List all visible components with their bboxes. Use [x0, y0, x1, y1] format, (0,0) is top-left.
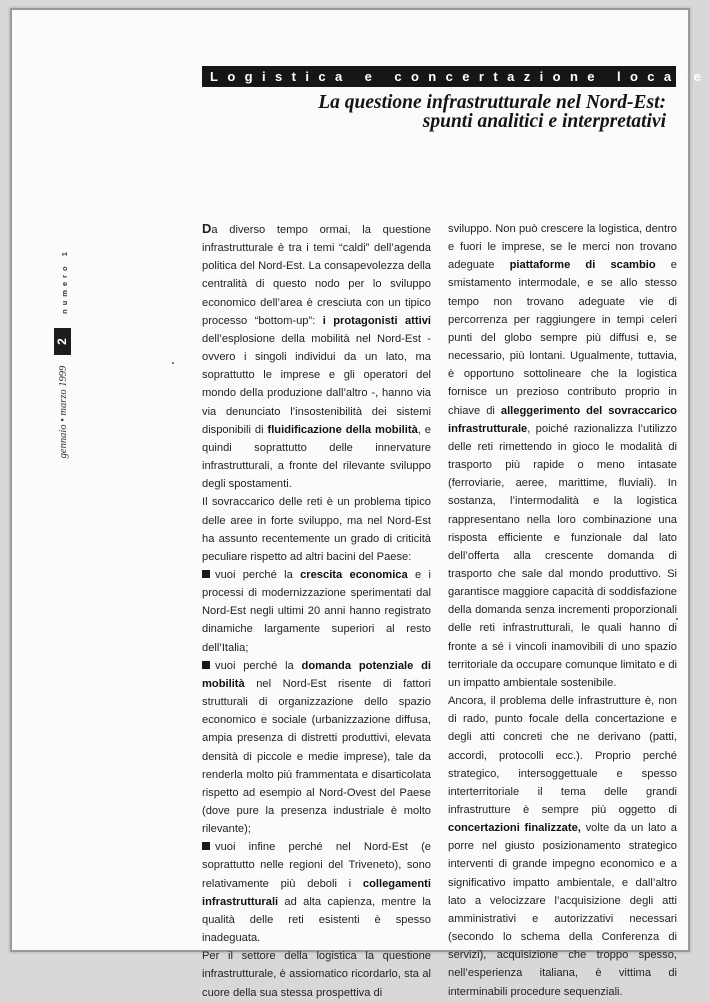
issue-label-text: numero 1 — [60, 248, 69, 314]
paragraph — [448, 220, 677, 692]
page-number-box — [54, 328, 71, 355]
article-column-left — [202, 220, 431, 1002]
body-text: , poiché razionalizza l’utilizzo delle reti rimettendo in gioco le modalità di trasporto più rapide o meno intasate (ferroviarie, aeree, marittime, fluviali). In sostanza, l’intermodalità e la logistica rappresentano nella loro combinazione una risposta efficiente e funzionale dal lato dell’offerta alla crescente domanda di trasporto che sale dal mondo produttivo. Si garantisce maggiore capacità di soddisfazione della domanda senza incrementi proporzionali delle reti infrastrutturali, le quali hanno di fronte a sé i vincoli inamovibili di uno spazio territoriale da occupare comunque limitato e di un impatto ambientale sostenibile. — [448, 422, 677, 689]
article-title-line-1: La questione infrastrutturale nel Nord-Est: — [318, 92, 666, 113]
body-text: a diverso tempo ormai, la questione infrastrutturale è tra i temi “caldi” dell’agenda politica del Nord-Est. La consapevolezza della centralità di questo nodo per lo sviluppo economico dell’area è cresciuta con un tipico processo “bottom-up”: — [202, 224, 431, 327]
emphasis-text: crescita economica — [300, 568, 408, 581]
emphasis-text: fluidificazione della mobilità — [267, 423, 418, 436]
bullet-square-icon — [202, 661, 210, 669]
bullet-square-icon — [202, 570, 210, 578]
emphasis-text: alleggerimento del sovraccarico infrastrutturale — [448, 404, 677, 435]
body-text: volte da un lato a porre nel giusto posizionamento strategico interventi di grande impegno economico e a significativo impatto ambientale, e dall’altro lato a velocizzare l’acquisizione degli atti amministrativi e autorizzativi necessari (secondo lo schema della Conferenza di servizi), acquisizione che troppo spesso, nell’esperienza italiana, è vittima di interminabili procedure sequenziali. — [448, 822, 677, 998]
paragraph — [448, 692, 677, 1001]
body-text: vuoi perché la — [215, 568, 301, 581]
article-subtitle-line-2: spunti analitici e interpretativi — [422, 111, 666, 132]
body-text: , e quindi soprattutto delle innervature infrastrutturali, a fronte del rilevante sviluppo degli spostamenti. — [202, 423, 432, 491]
page-number: 2 — [55, 338, 69, 345]
scan-speck — [172, 362, 174, 364]
body-text: nel Nord-Est risente di fattori strutturali di organizzazione dello spazio economico e sociale (urbanizzazione diffusa, ampia presenza di distretti produttivi, elevata densità di piccole e medie imprese), tale da renderla molto più frammentata e disarticolata rispetto ad esempio al Nord-Ovest del Paese (dove pure la presenza industriale è molto rilevante); — [202, 677, 431, 836]
body-text: e i processi di modernizzazione sperimentati dal Nord-Est negli ultimi 20 anni hanno registrato dinamiche largamente superiori al resto dell’Italia; — [202, 568, 431, 654]
paragraph — [202, 220, 431, 493]
paragraph — [202, 566, 431, 657]
magazine-page — [10, 8, 710, 999]
emphasis-text: piattaforme di scambio — [509, 259, 656, 272]
issue-label — [59, 236, 71, 326]
body-text: vuoi perché la — [215, 659, 302, 672]
emphasis-text: domanda potenziale di mobilità — [202, 659, 431, 690]
bullet-square-icon — [202, 842, 210, 850]
initial-letter: D — [202, 221, 212, 236]
body-text: e smistamento intermodale, e se allo stesso tempo non trovano adeguate vie di percorrenza per raggiungere in tempi celeri punti del globo sempre più diffusi e, se necessario, più lontani. Ugualmente, tuttavia, è opportuno sottolineare che la logistica fornisce un prezioso contributo proprio in chiave di — [448, 259, 677, 417]
body-text: Ancora, il problema delle infrastrutture è, non di rado, punto focale della concertazione e degli atti concreti che ne derivano (patti, accordi, protocolli ecc.). Proprio perché strategico, intersoggettuale e spesso interterritoriale il tema delle grandi infrastrutture è sempre più oggetto di — [448, 695, 677, 816]
emphasis-text: concertazioni finalizzate, — [448, 822, 581, 835]
body-text: Per il settore della logistica la questione infrastrutturale, è assiomatico ricordarlo, sta al cuore della sua stessa prospettiva di — [202, 950, 431, 999]
paragraph — [202, 838, 431, 947]
paragraph — [202, 947, 431, 1001]
paragraph — [202, 493, 431, 566]
body-text: vuoi infine perché nel Nord-Est (e soprattutto nelle regioni del Triveneto), sono relativamente più deboli i — [202, 841, 431, 890]
issue-date — [57, 362, 71, 462]
paragraph — [202, 657, 431, 839]
body-text: ad alta capienza, mentre la qualità delle reti esistenti è spesso inadeguata. — [202, 895, 431, 945]
body-text: dell’esplosione della mobilità nel Nord-Est - ovvero i singoli individui da un lato, ma soprattutto le imprese e gli operatori del mondo della produzione dall’altro -, hanno via via denunciato l’insostenibilità dei sistemi disponibili di — [202, 332, 431, 436]
body-text: sviluppo. Non può crescere la logistica, dentro e fuori le imprese, se le merci non trovano adeguate — [448, 223, 677, 272]
scan-speck — [676, 618, 678, 620]
article-title — [226, 93, 666, 131]
section-label: Logistica e concertazione locale — [210, 69, 710, 84]
body-text: Il sovraccarico delle reti è un problema tipico delle aree in forte sviluppo, ma nel Nord-Est ha assunto recentemente un grado di criticità peculiare rispetto ad altri bacini del Paese: — [202, 496, 431, 563]
issue-date-text: gennaio • marzo 1999 — [58, 365, 69, 459]
emphasis-text: collegamenti infrastrutturali — [202, 877, 431, 908]
article-column-right — [448, 220, 677, 1001]
emphasis-text: i protagonisti attivi — [322, 314, 431, 327]
section-banner — [202, 66, 710, 87]
